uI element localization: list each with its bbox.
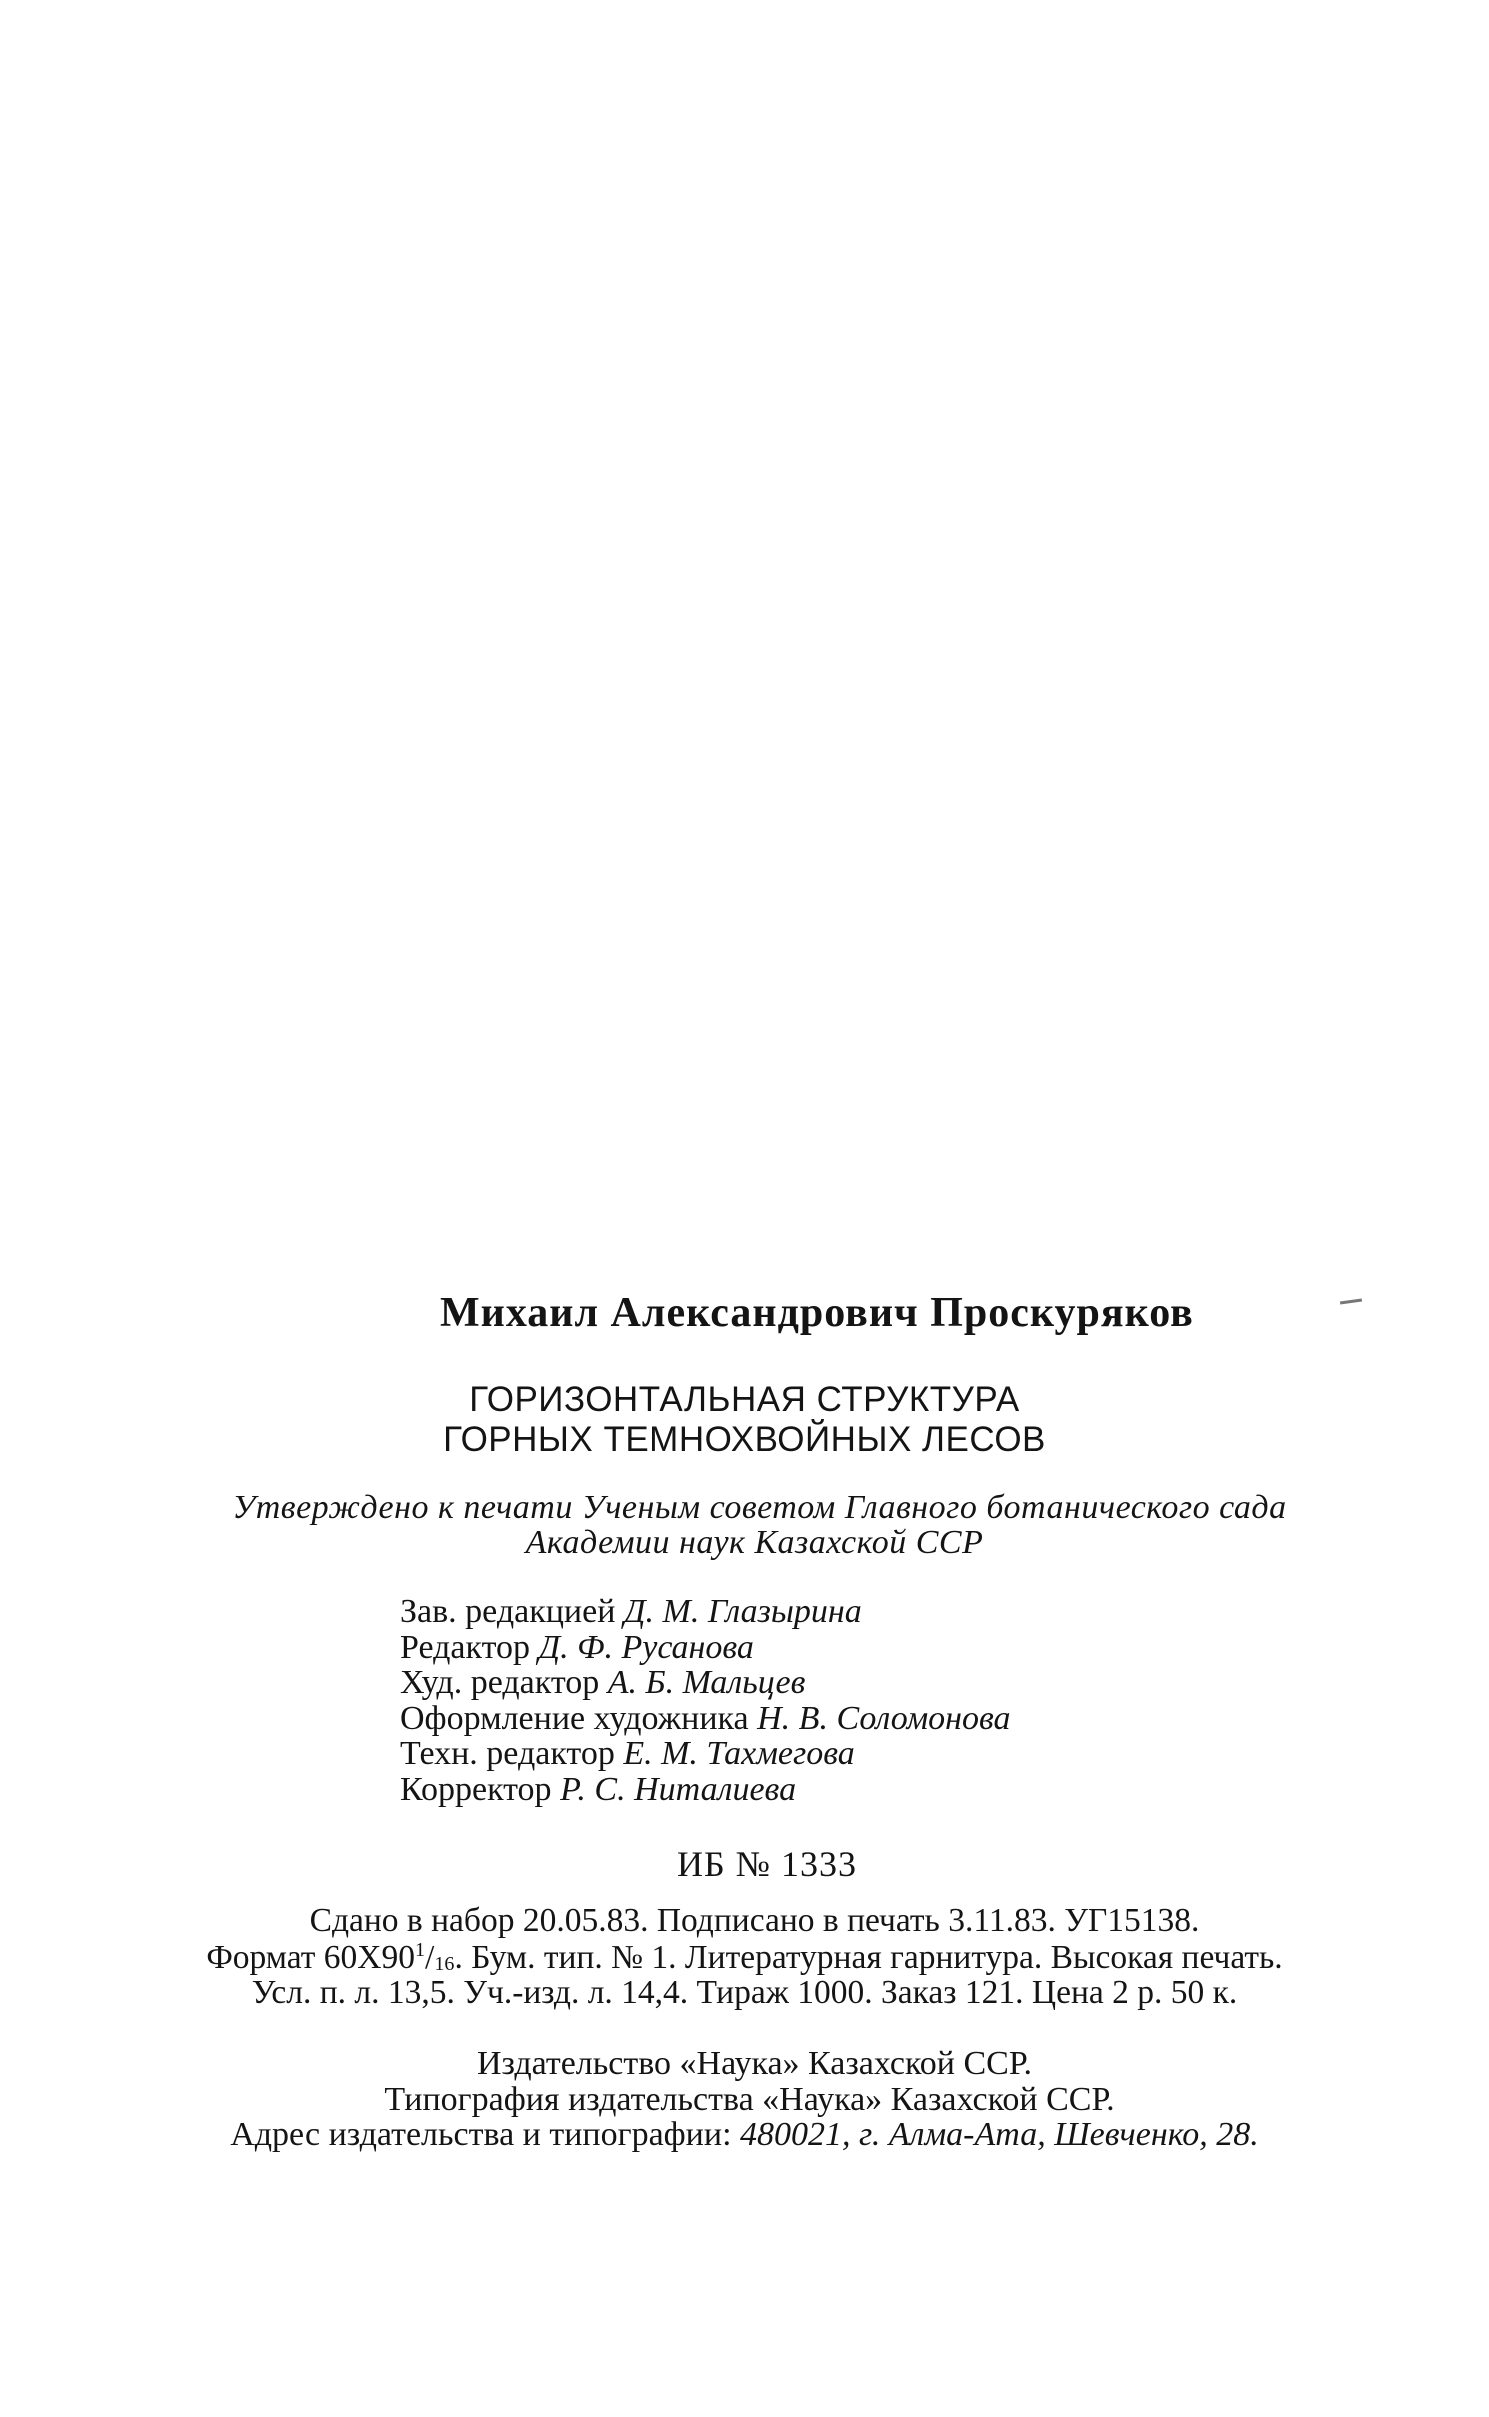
imprint-format-suffix: . Бум. тип. № 1. Литературная гарнитура. Высокая печать.: [454, 1939, 1283, 1977]
staff-person: А. Б. Мальцев: [607, 1664, 806, 1701]
staff-row: [400, 1736, 1011, 1772]
imprint-format-sub: 16: [434, 1953, 455, 1976]
approval-line-2: Академии наук Казахской ССР: [525, 1524, 984, 1561]
publisher-line-1: Издательство «Наука» Казахской ССР.: [476, 2045, 1033, 2082]
imprint-line-3: Усл. п. л. 13,5. Уч.-изд. л. 14,4. Тираж 1000. Заказ 121. Цена 2 р. 50 к.: [251, 1974, 1238, 2011]
staff-person: Е. М. Тахмегова: [623, 1735, 855, 1772]
imprint-format-prefix: Формат 60X90: [206, 1939, 415, 1977]
staff-person: Н. В. Соломонова: [757, 1699, 1011, 1737]
staff-row: [400, 1772, 1011, 1808]
imprint-format-sup: 1: [414, 1939, 426, 1961]
staff-role: Корректор: [400, 1770, 552, 1808]
staff-role: Редактор: [400, 1628, 530, 1666]
staff-row: [400, 1665, 1011, 1701]
staff-row: [400, 1701, 1011, 1737]
publisher-address: [0, 2118, 1489, 2152]
imprint-format-slash: /: [425, 1939, 435, 1977]
staff-person: Д. М. Глазырина: [623, 1593, 862, 1630]
address-value: 480021, г. Алма-Ата, Шевченко, 28.: [740, 2116, 1259, 2153]
ib-number: ИБ № 1333: [677, 1844, 858, 1884]
book-title-line-1: ГОРИЗОНТАЛЬНАЯ СТРУКТУРА: [469, 1380, 1020, 1419]
imprint-line-1: Сдано в набор 20.05.83. Подписано в печать 3.11.83. УГ15138.: [309, 1902, 1200, 1939]
staff-row: [400, 1630, 1011, 1666]
staff-row: [400, 1594, 1011, 1630]
staff-role: Худ. редактор: [400, 1664, 600, 1701]
author-name: Михаил Александрович Проскуряков: [440, 1290, 1194, 1336]
imprint-line-2: [0, 1940, 1489, 1975]
staff-person: Д. Ф. Русанова: [538, 1628, 754, 1666]
approval-line-1: Утверждено к печати Ученым советом Главного ботанического сада: [232, 1489, 1287, 1526]
staff-person: Р. С. Ниталиева: [560, 1770, 797, 1808]
staff-role: Зав. редакцией: [400, 1593, 616, 1630]
publisher-line-2: Типография издательства «Наука» Казахской ССР.: [384, 2081, 1115, 2118]
editorial-staff-list: [400, 1594, 1011, 1807]
print-mark: [1340, 1298, 1362, 1304]
staff-role: Оформление художника: [400, 1699, 749, 1737]
book-title-line-2: ГОРНЫХ ТЕМНОХВОЙНЫХ ЛЕСОВ: [443, 1420, 1046, 1459]
staff-role: Техн. редактор: [400, 1735, 615, 1772]
address-label: Адрес издательства и типографии:: [230, 2116, 732, 2153]
